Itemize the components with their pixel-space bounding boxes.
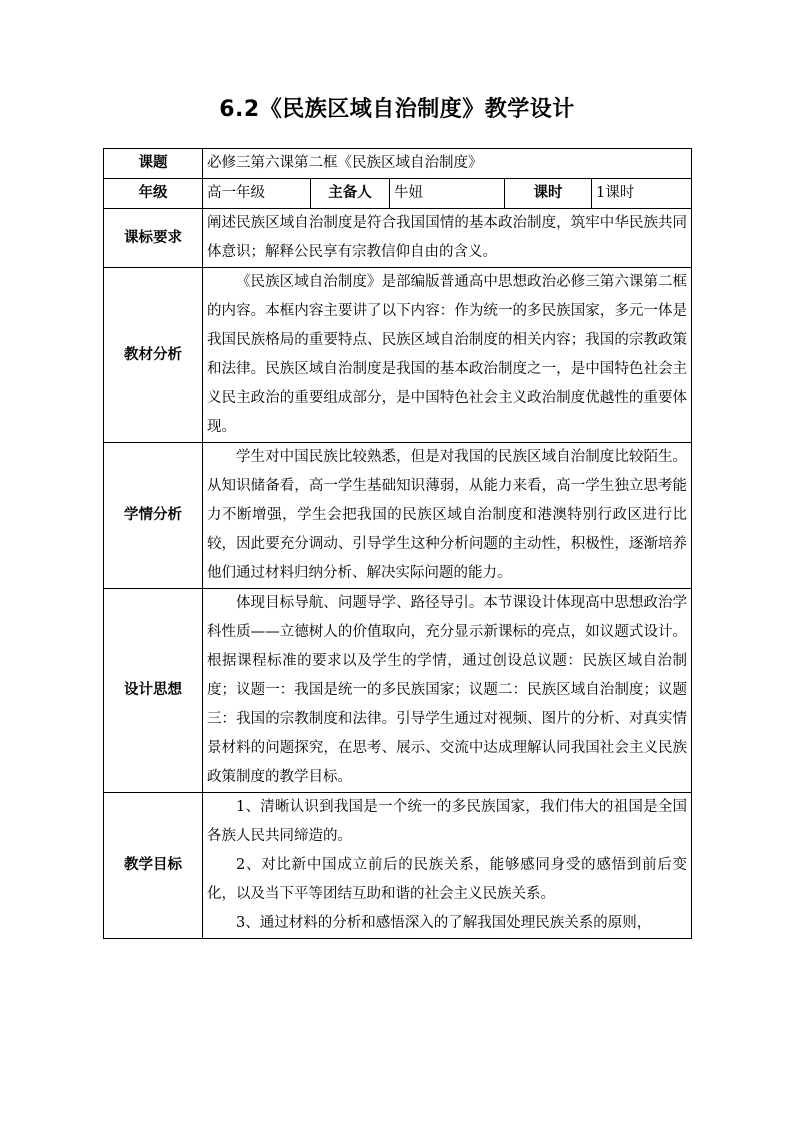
lesson-design-table — [103, 148, 692, 939]
topic-value: 必修三第六课第二框《民族区域自治制度》 — [203, 149, 692, 179]
textbook-text: 《民族区域自治制度》是部编版普通高中思想政治必修三第六课第二框的内容。本框内容主要讲了以下内容：作为统一的多民族国家，多元一体是我国民族格局的重要特点、民族区域自治制度的相关内容；我国的宗教政策和法律。民族区域自治制度是我国的基本政治制度之一，是中国特色社会主义民主政治的重要组成部分，是中国特色社会主义政治制度优越性的重要体现。 — [207, 274, 688, 435]
table-row-topic — [104, 149, 692, 179]
objectives-label: 教学目标 — [104, 793, 203, 939]
objective-item: 1、清晰认识到我国是一个统一的多民族国家，我们伟大的祖国是全国各族人民共同缔造的。 — [207, 799, 688, 844]
grade-label: 年级 — [104, 179, 203, 209]
design-cell — [203, 589, 692, 793]
textbook-cell — [203, 268, 692, 443]
preparer-label: 主备人 — [311, 179, 390, 209]
hours-label: 课时 — [505, 179, 592, 209]
table-row-students — [104, 443, 692, 589]
preparer-value: 牛妞 — [390, 179, 505, 209]
table-row-objectives — [104, 793, 692, 939]
design-label: 设计思想 — [104, 589, 203, 793]
textbook-label: 教材分析 — [104, 268, 203, 443]
objectives-cell — [203, 793, 692, 939]
table-row-grade — [104, 179, 692, 209]
topic-label: 课题 — [104, 149, 203, 179]
objective-item: 2、对比新中国成立前后的民族关系，能够感同身受的感悟到前后变化，以及当下平等团结互助和谐的社会主义民族关系。 — [207, 857, 688, 902]
objective-item: 3、通过材料的分析和感悟深入的了解我国处理民族关系的原则， — [236, 915, 652, 931]
table-row-standard — [104, 209, 692, 268]
table-row-textbook — [104, 268, 692, 443]
standard-cell — [203, 209, 692, 268]
students-text: 学生对中国民族比较熟悉，但是对我国的民族区域自治制度比较陌生。从知识储备看，高一学生基础知识薄弱，从能力来看，高一学生独立思考能力不断增强，学生会把我国的民族区域自治制度和港澳特别行政区进行比较，因此要充分调动、引导学生这种分析问题的主动性，积极性，逐渐培养他们通过材料归纳分析、解决实际问题的能力。 — [207, 449, 688, 581]
students-label: 学情分析 — [104, 443, 203, 589]
standard-label: 课标要求 — [104, 209, 203, 268]
grade-value: 高一年级 — [203, 179, 311, 209]
standard-text: 阐述民族区域自治制度是符合我国国情的基本政治制度，筑牢中华民族共同体意识；解释公民享有宗教信仰自由的含义。 — [207, 215, 688, 260]
design-text: 体现目标导航、问题导学、路径导引。本节课设计体现高中思想政治学科性质——立德树人的价值取向，充分显示新课标的亮点，如议题式设计。根据课程标准的要求以及学生的学情，通过创设总议题：民族区域自治制度；议题一：我国是统一的多民族国家；议题二：民族区域自治制度；议题三：我国的宗教制度和法律。引导学生通过对视频、图片的分析、对真实情景材料的问题探究，在思考、展示、交流中达成理解认同我国社会主义民族政策制度的教学目标。 — [207, 595, 688, 785]
table-row-design — [104, 589, 692, 793]
hours-value: 1课时 — [592, 179, 692, 209]
page-title: 6.2《民族区域自治制度》教学设计 — [219, 97, 575, 122]
students-cell — [203, 443, 692, 589]
